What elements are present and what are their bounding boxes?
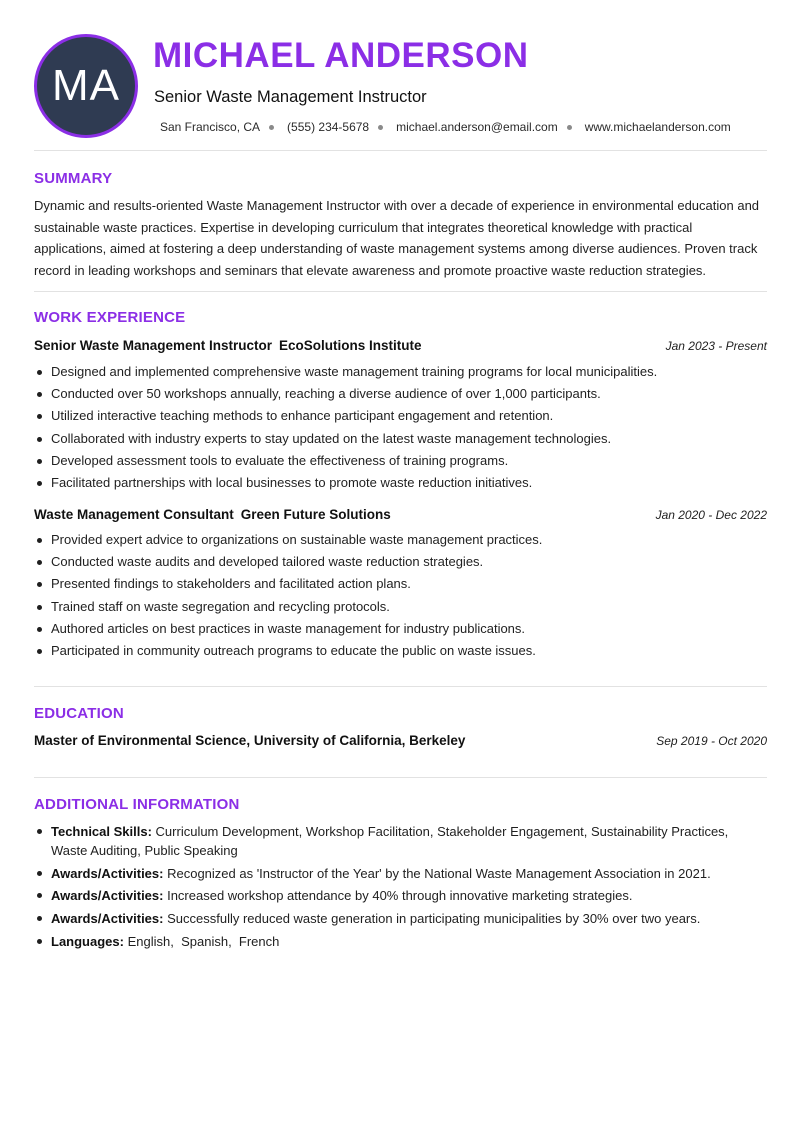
list-item bbox=[34, 909, 767, 928]
job-role: Senior Waste Management Instructor bbox=[34, 338, 273, 353]
summary-heading: SUMMARY bbox=[34, 170, 113, 187]
education-heading: EDUCATION bbox=[34, 705, 124, 722]
list-item: Collaborated with industry experts to stay updated on the latest waste management technologies. bbox=[34, 428, 767, 450]
list-item bbox=[34, 886, 767, 905]
list-item: Conducted over 50 workshops annually, reaching a diverse audience of over 1,000 participants. bbox=[34, 383, 767, 405]
job-company: EcoSolutions Institute bbox=[279, 338, 422, 353]
info-label: Awards/Activities: bbox=[51, 888, 164, 903]
section-divider bbox=[34, 150, 767, 151]
info-text: Recognized as 'Instructor of the Year' by the National Waste Management Association in 2021. bbox=[167, 865, 711, 881]
list-item: Participated in community outreach programs to educate the public on waste issues. bbox=[34, 640, 767, 662]
job-header bbox=[34, 507, 767, 522]
additional-info-list bbox=[34, 822, 767, 954]
info-text: Successfully reduced waste generation in participating municipalities by 30% over two years. bbox=[167, 910, 701, 926]
list-item bbox=[34, 932, 767, 951]
language-item: French bbox=[238, 933, 280, 949]
info-label: Technical Skills: bbox=[51, 824, 152, 839]
job-role: Waste Management Consultant bbox=[34, 507, 234, 522]
list-item bbox=[34, 822, 767, 860]
candidate-name: MICHAEL ANDERSON bbox=[153, 36, 529, 75]
job-company: Green Future Solutions bbox=[240, 507, 391, 522]
list-item: Conducted waste audits and developed tailored waste reduction strategies. bbox=[34, 551, 767, 573]
languages-label: Languages: bbox=[51, 933, 124, 949]
info-label: Awards/Activities: bbox=[51, 865, 164, 881]
list-item: Authored articles on best practices in waste management for industry publications. bbox=[34, 618, 767, 640]
info-text: Curriculum Development, Workshop Facilitation, Stakeholder Engagement, Sustainability Practices, Waste Auditing, Public Speaking bbox=[51, 824, 729, 858]
contact-separator bbox=[269, 125, 274, 130]
additional-info-heading: ADDITIONAL INFORMATION bbox=[34, 796, 240, 813]
list-item: Facilitated partnerships with local businesses to promote waste reduction initiatives. bbox=[34, 472, 767, 494]
contact-email[interactable]: michael.anderson@email.com bbox=[396, 120, 558, 134]
job-dates: Jan 2020 - Dec 2022 bbox=[655, 508, 767, 522]
info-text: Increased workshop attendance by 40% through innovative marketing strategies. bbox=[167, 888, 633, 903]
list-item: Provided expert advice to organizations on sustainable waste management practices. bbox=[34, 529, 767, 551]
contact-bar bbox=[160, 120, 731, 134]
list-item: Designed and implemented comprehensive waste management training programs for local municipalities. bbox=[34, 361, 767, 383]
job-bullets bbox=[34, 361, 767, 494]
list-item: Trained staff on waste segregation and recycling protocols. bbox=[34, 596, 767, 618]
education-dates: Sep 2019 - Oct 2020 bbox=[656, 734, 767, 748]
avatar bbox=[34, 34, 138, 138]
education-entry bbox=[34, 733, 767, 748]
language-separator: , bbox=[228, 933, 239, 949]
candidate-title: Senior Waste Management Instructor bbox=[154, 88, 427, 106]
contact-phone: (555) 234-5678 bbox=[287, 120, 370, 134]
list-item: Utilized interactive teaching methods to enhance participant engagement and retention. bbox=[34, 405, 767, 427]
language-item: English bbox=[127, 933, 171, 949]
job-title-line bbox=[34, 507, 391, 522]
language-separator: , bbox=[170, 933, 182, 949]
contact-location: San Francisco, CA bbox=[160, 120, 261, 134]
job-title-line bbox=[34, 338, 422, 353]
contact-website[interactable]: www.michaelanderson.com bbox=[584, 120, 731, 134]
contact-separator bbox=[378, 125, 383, 130]
language-item: Spanish bbox=[181, 933, 229, 949]
job-header bbox=[34, 338, 767, 353]
avatar-initials: MA bbox=[52, 61, 120, 110]
info-label: Awards/Activities: bbox=[51, 910, 164, 926]
list-item: Developed assessment tools to evaluate the effectiveness of training programs. bbox=[34, 450, 767, 472]
summary-text: Dynamic and results-oriented Waste Management Instructor with over a decade of experience in environmental education and sustainable waste practices. Expertise in developing curriculum that integrates theoretical knowledge with practical applications, aimed at fostering a deep understanding of waste management systems among diverse audiences. Proven track record in leading workshops and seminars that elevate awareness and promote proactive waste reduction strategies. bbox=[34, 198, 760, 278]
contact-separator bbox=[567, 125, 572, 130]
job-bullets bbox=[34, 529, 767, 662]
section-divider bbox=[34, 291, 767, 292]
section-divider bbox=[34, 686, 767, 687]
work-experience-heading: WORK EXPERIENCE bbox=[34, 309, 186, 326]
list-item: Presented findings to stakeholders and facilitated action plans. bbox=[34, 573, 767, 595]
job-dates: Jan 2023 - Present bbox=[665, 339, 767, 353]
education-degree: Master of Environmental Science, University of California, Berkeley bbox=[34, 733, 466, 748]
section-divider bbox=[34, 777, 767, 778]
list-item bbox=[34, 864, 767, 883]
